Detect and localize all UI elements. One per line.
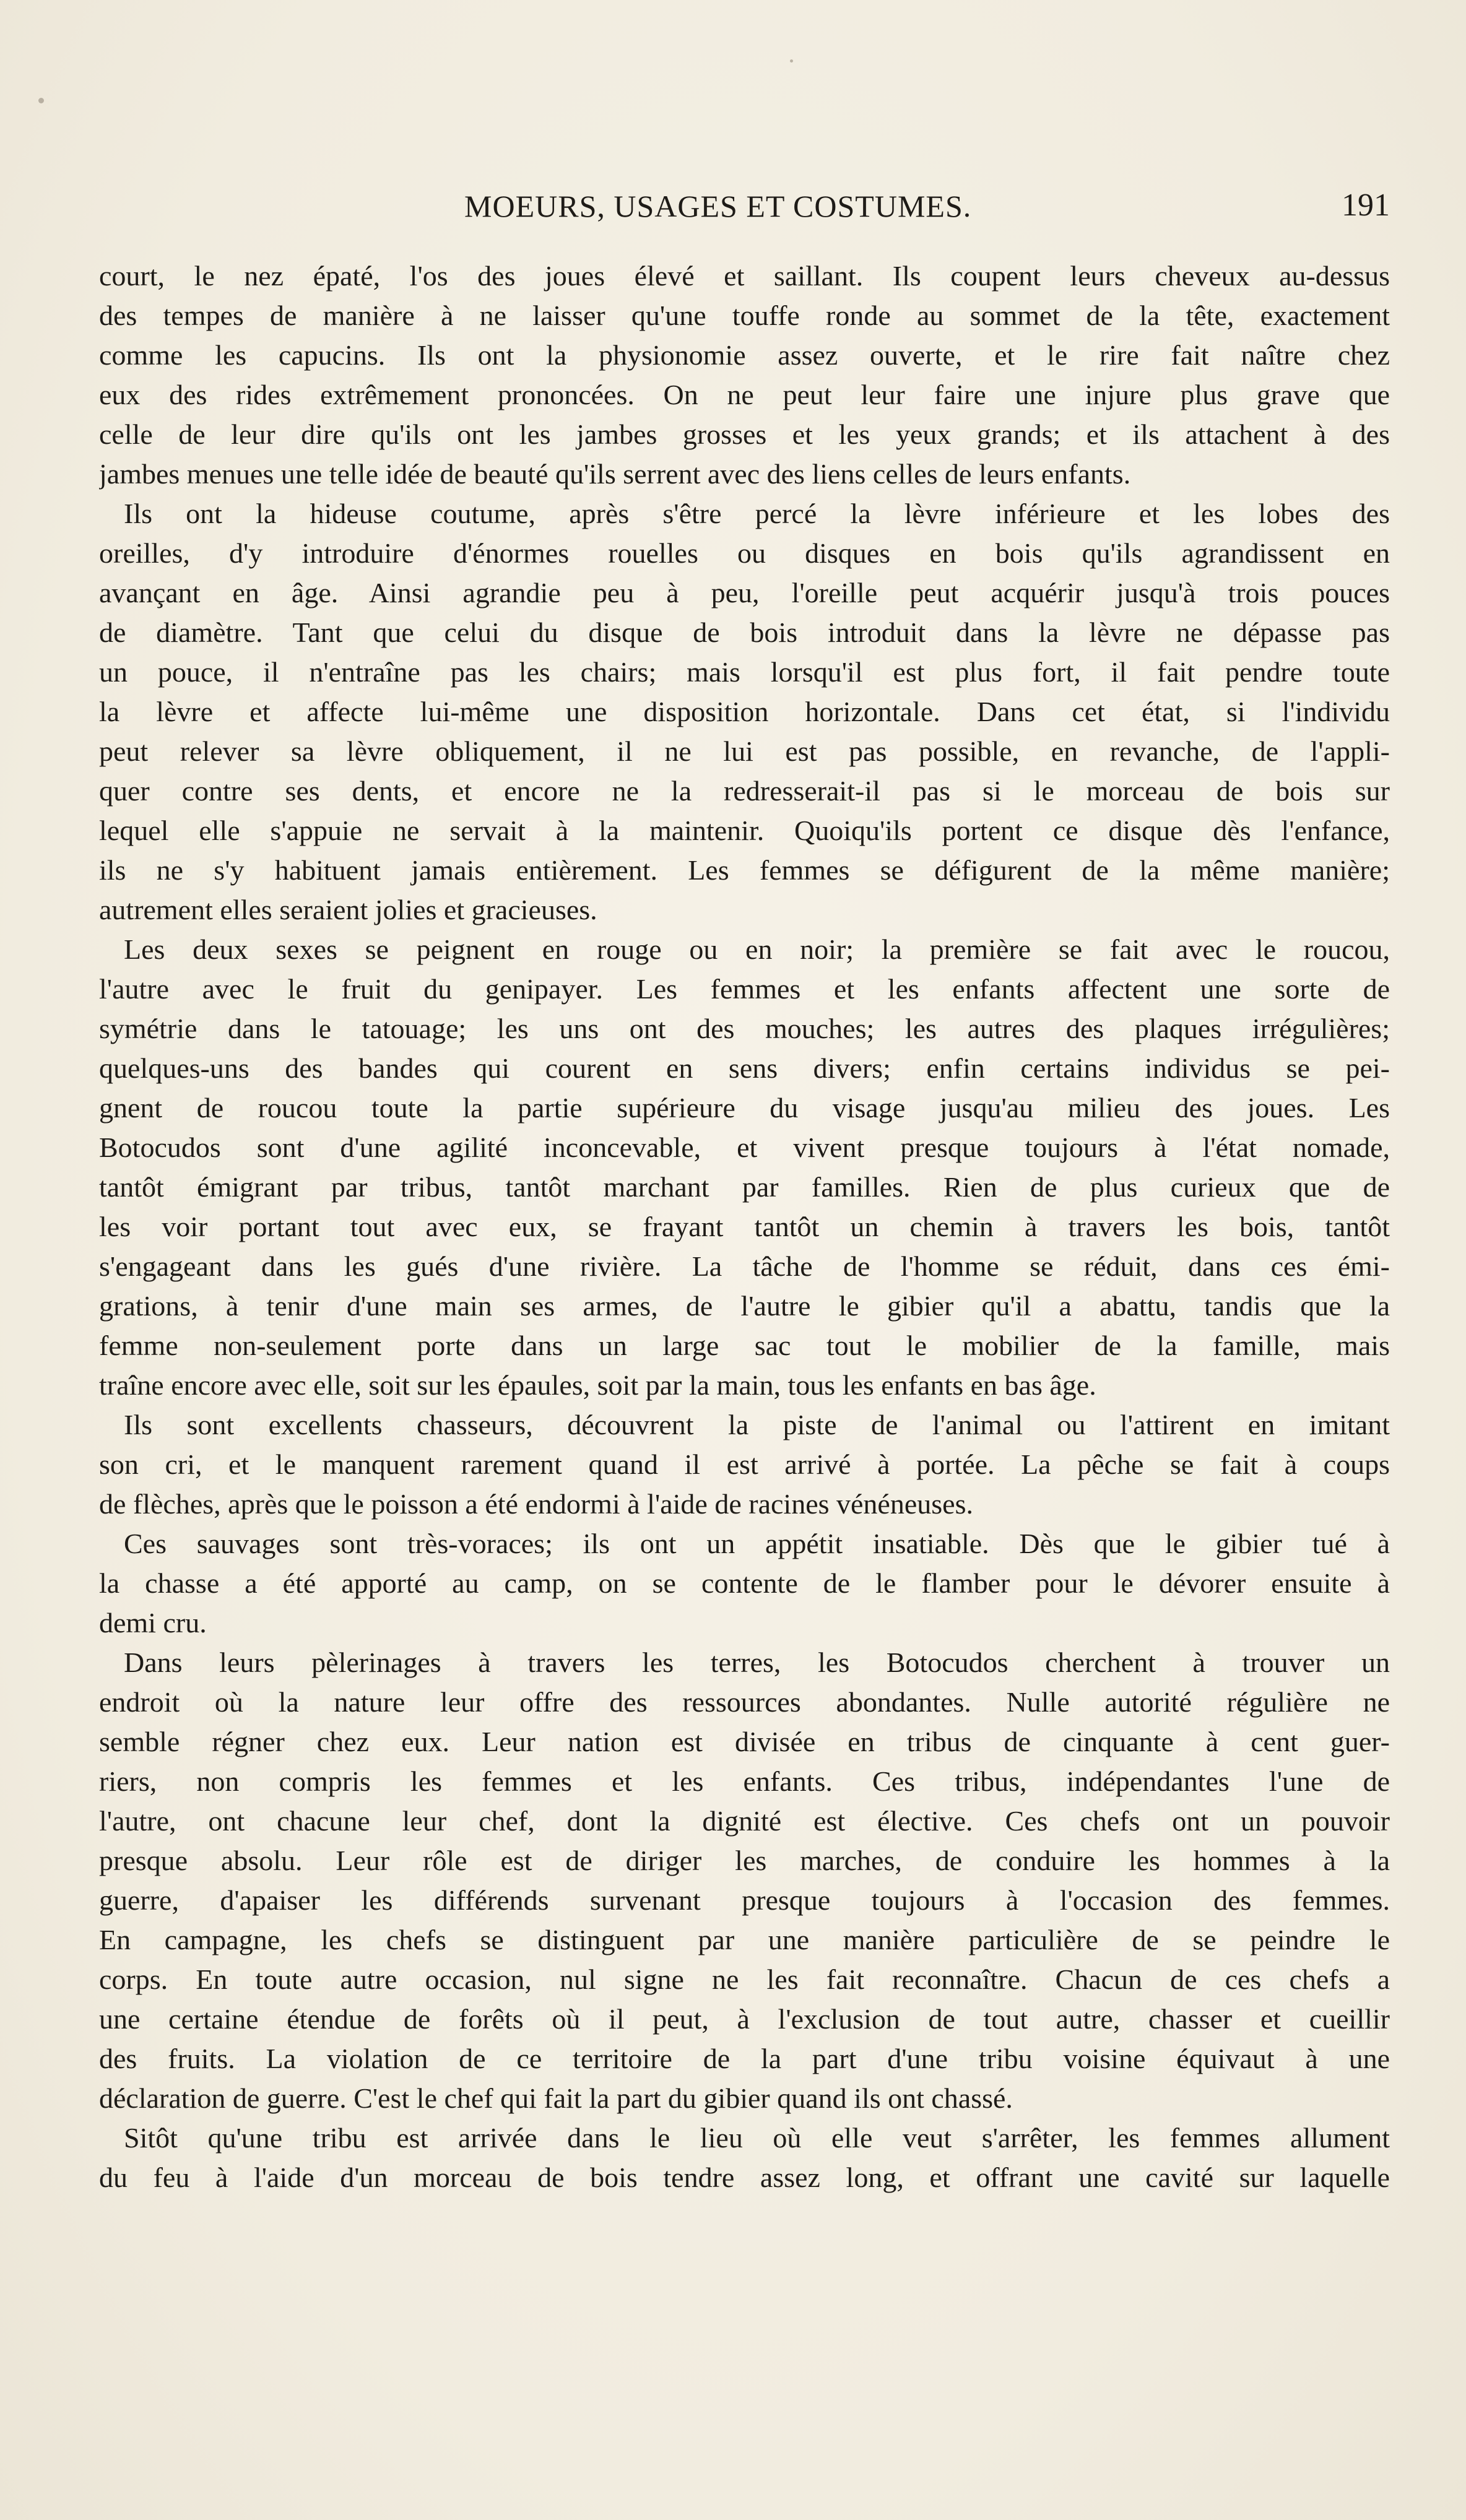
text-line: l'autre, ont chacune leur chef, dont la dignité est élective. Ces chefs ont un pouvoir bbox=[99, 1805, 1390, 1837]
text-line: Les deux sexes se peignent en rouge ou en noir; la première se fait avec le roucou, bbox=[124, 933, 1390, 965]
text-line: avançant en âge. Ainsi agrandie peu à peu, l'oreille peut acquérir jusqu'à trois pouces bbox=[99, 577, 1390, 608]
text-line: celle de leur dire qu'ils ont les jambes grosses et les yeux grands; et ils attachent à des bbox=[99, 418, 1390, 450]
page-header bbox=[99, 184, 1390, 234]
text-line: Sitôt qu'une tribu est arrivée dans le lieu où elle veut s'arrêter, les femmes allument bbox=[124, 2122, 1390, 2154]
text-line: gnent de roucou toute la partie supérieure du visage jusqu'au milieu des joues. Les bbox=[99, 1092, 1390, 1124]
text-line: Dans leurs pèlerinages à travers les terres, les Botocudos cherchent à trouver un bbox=[124, 1647, 1390, 1678]
text-line: l'autre avec le fruit du genipayer. Les femmes et les enfants affectent une sorte de bbox=[99, 973, 1390, 1005]
text-line: presque absolu. Leur rôle est de diriger les marches, de conduire les hommes à la bbox=[99, 1845, 1390, 1876]
text-line: endroit où la nature leur offre des ressources abondantes. Nulle autorité régulière ne bbox=[99, 1686, 1390, 1718]
text-line: s'engageant dans les gués d'une rivière. La tâche de l'homme se réduit, dans ces émi- bbox=[99, 1250, 1390, 1282]
text-line: symétrie dans le tatouage; les uns ont des mouches; les autres des plaques irrégulières; bbox=[99, 1013, 1390, 1044]
text-line: déclaration de guerre. C'est le chef qui fait la part du gibier quand ils ont chassé. bbox=[99, 2082, 1013, 2114]
text-line: la chasse a été apporté au camp, on se contente de le flamber pour le dévorer ensuite à bbox=[99, 1567, 1390, 1599]
text-line: court, le nez épaté, l'os des joues élevé et saillant. Ils coupent leurs cheveux au-dessus bbox=[99, 260, 1390, 292]
text-line: de flèches, après que le poisson a été endormi à l'aide de racines vénéneuses. bbox=[99, 1488, 973, 1520]
text-line: guerre, d'apaiser les différends survenant presque toujours à l'occasion des femmes. bbox=[99, 1884, 1390, 1916]
running-title: MOEURS, USAGES ET COSTUMES. bbox=[464, 189, 972, 223]
text-line: quelques-uns des bandes qui courent en sens divers; enfin certains individus se pei- bbox=[99, 1052, 1390, 1084]
text-line: Botocudos sont d'une agilité inconcevable, et vivent presque toujours à l'état nomade, bbox=[99, 1132, 1390, 1163]
text-line: grations, à tenir d'une main ses armes, de l'autre le gibier qu'il a abattu, tandis que la bbox=[99, 1290, 1390, 1322]
text-line: des tempes de manière à ne laisser qu'une touffe ronde au sommet de la tête, exactement bbox=[99, 300, 1390, 331]
text-line: peut relever sa lèvre obliquement, il ne lui est pas possible, en revanche, de l'appli- bbox=[99, 735, 1390, 767]
text-line: eux des rides extrêmement prononcées. On ne peut leur faire une injure plus grave que bbox=[99, 379, 1390, 410]
text-line: corps. En toute autre occasion, nul signe ne les fait reconnaître. Chacun de ces chefs a bbox=[99, 1964, 1390, 1995]
text-line: lequel elle s'appuie ne servait à la maintenir. Quoiqu'ils portent ce disque dès l'enfance, bbox=[99, 815, 1390, 846]
text-line: jambes menues une telle idée de beauté qu'ils serrent avec des liens celles de leurs enfants. bbox=[99, 458, 1131, 490]
text-line: femme non-seulement porte dans un large sac tout le mobilier de la famille, mais bbox=[99, 1330, 1390, 1361]
text-line: une certaine étendue de forêts où il peut, à l'exclusion de tout autre, chasser et cueillir bbox=[99, 2003, 1390, 2035]
paper-speck bbox=[790, 59, 793, 63]
text-line: tantôt émigrant par tribus, tantôt marchant par familles. Rien de plus curieux que de bbox=[99, 1171, 1390, 1203]
text-line: un pouce, il n'entraîne pas les chairs; mais lorsqu'il est plus fort, il fait pendre toute bbox=[99, 656, 1390, 688]
page-number: 191 bbox=[1342, 188, 1390, 223]
text-line: oreilles, d'y introduire d'énormes rouelles ou disques en bois qu'ils agrandissent en bbox=[99, 537, 1390, 569]
text-line: traîne encore avec elle, soit sur les épaules, soit par la main, tous les enfants en bas âge. bbox=[99, 1369, 1096, 1401]
body-text bbox=[99, 256, 1390, 2197]
text-line: Ils ont la hideuse coutume, après s'être percé la lèvre inférieure et les lobes des bbox=[124, 498, 1390, 529]
text-line: des fruits. La violation de ce territoire de la part d'une tribu voisine équivaut à une bbox=[99, 2043, 1390, 2074]
text-line: autrement elles seraient jolies et gracieuses. bbox=[99, 894, 597, 925]
text-line: En campagne, les chefs se distinguent par une manière particulière de se peindre le bbox=[99, 1924, 1390, 1955]
text-line: les voir portant tout avec eux, se frayant tantôt un chemin à travers les bois, tantôt bbox=[99, 1211, 1390, 1242]
paper-speck bbox=[38, 98, 44, 103]
text-line: de diamètre. Tant que celui du disque de bois introduit dans la lèvre ne dépasse pas bbox=[99, 617, 1390, 648]
text-line: riers, non compris les femmes et les enfants. Ces tribus, indépendantes l'une de bbox=[99, 1765, 1390, 1797]
text-line: son cri, et le manquent rarement quand il est arrivé à portée. La pêche se fait à coups bbox=[99, 1448, 1390, 1480]
text-line: Ces sauvages sont très-voraces; ils ont un appétit insatiable. Dès que le gibier tué à bbox=[124, 1528, 1390, 1559]
text-line: comme les capucins. Ils ont la physionomie assez ouverte, et le rire fait naître chez bbox=[99, 339, 1390, 371]
text-line: demi cru. bbox=[99, 1607, 207, 1639]
text-line: ils ne s'y habituent jamais entièrement. Les femmes se défigurent de la même manière; bbox=[99, 854, 1390, 886]
text-line: du feu à l'aide d'un morceau de bois tendre assez long, et offrant une cavité sur laquelle bbox=[99, 2162, 1390, 2193]
text-line: Ils sont excellents chasseurs, découvrent la piste de l'animal ou l'attirent en imitant bbox=[124, 1409, 1390, 1440]
text-line: semble régner chez eux. Leur nation est divisée en tribus de cinquante à cent guer- bbox=[99, 1726, 1390, 1757]
text-line: la lèvre et affecte lui-même une disposition horizontale. Dans cet état, si l'individu bbox=[99, 696, 1390, 727]
text-line: quer contre ses dents, et encore ne la redresserait-il pas si le morceau de bois sur bbox=[99, 775, 1390, 807]
